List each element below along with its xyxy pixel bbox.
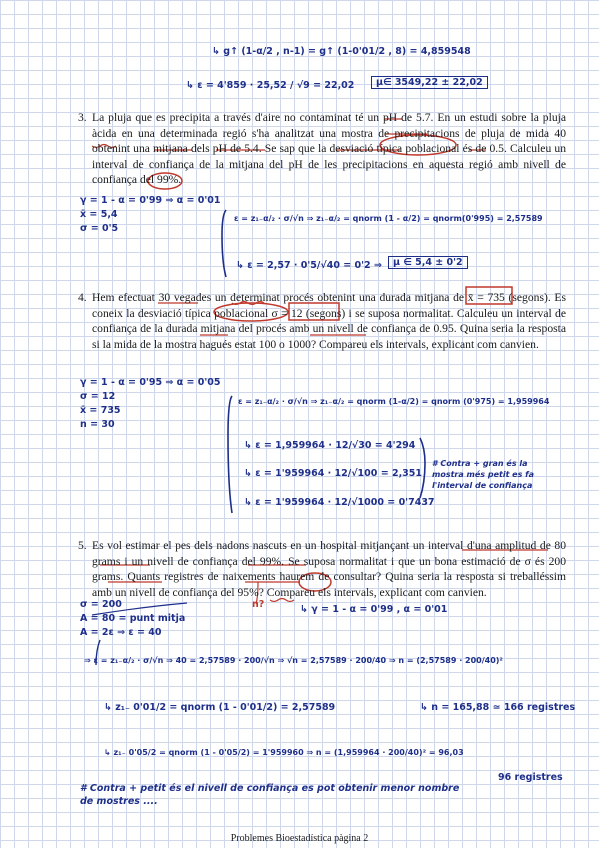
solution-5-equation-3: ↳ n = 165,88 ≃ 166 registres: [420, 702, 576, 713]
solution-4-epsilon-100: ↳ ε = 1'959964 · 12/√100 = 2,351: [244, 468, 423, 479]
solution-5-equation-4: ↳ z₁₋ 0'05/2 = qnorm (1 - 0'05/2) = 1'959960 ⇒ n = (1,959964 · 200/40)² = 96,03: [104, 748, 464, 757]
problem-number: 3.: [78, 111, 87, 124]
problem-text: Hem efectuat 30 vegades un determinat procés obtenint una durada mitjana de x̄ = 735 (segons). Es coneix la desviació típica poblacional σ = 12 (segons) i se suposa normalitat. Calculeu un interval de confiança de la durada mitjana del procés amb un nivell de confiança de 0.95. Quina seria la resposta si la mida de la mostra hagués estat 100 o 1000? Compareu els intervals, explicant com canvien.: [92, 291, 566, 351]
solution-3-epsilon: ↳ ε = 2,57 · 0'5/√40 = 0'2 ⇒: [236, 260, 382, 271]
prev-solution-line-2: ↳ ε = 4'859 · 25,52 / √9 = 22,02: [186, 80, 355, 91]
given-line: x̄ = 5,4: [80, 209, 118, 220]
solution-4-formula: ε = z₁₋α/₂ · σ/√n ⇒ z₁₋α/₂ = qnorm (1-α/2) = qnorm (0'975) = 1,959964: [238, 397, 550, 406]
given-line: A = 2ε ⇒ ε = 40: [80, 627, 162, 638]
solution-5-n-mark: n?: [252, 599, 265, 610]
problem-number: 4.: [78, 291, 87, 304]
page-footer: Problemes Bioestadística pàgina 2: [230, 833, 369, 844]
solution-5-note: # Contra + petit és el nivell de confiança es pot obtenir menor nombre de mostres ....: [80, 783, 460, 807]
solution-5-givens: [80, 598, 185, 640]
given-line: A = 80 = punt mitja: [80, 613, 186, 624]
solution-5-equation-5: 96 registres: [498, 772, 563, 783]
given-line: γ = 1 - α = 0'99 ⇒ α = 0'01: [80, 195, 221, 206]
solution-4-note: # Contra + gran és la mostra més petit es fa l'interval de confiança: [432, 459, 535, 490]
problem-4: [78, 290, 566, 352]
solution-3-givens: [80, 194, 220, 236]
solution-5-equation-2: ↳ z₁₋ 0'01/2 = qnorm (1 - 0'01/2) = 2,57589: [104, 702, 336, 713]
given-line: σ = 0'5: [80, 223, 119, 234]
prev-solution-line-1: ↳ g↑ (1-α/2 , n-1) = g↑ (1-0'01/2 , 8) = 4,859548: [212, 46, 471, 57]
problem-number: 5.: [78, 539, 87, 552]
problem-3: [78, 110, 566, 188]
solution-3-formula: ε = z₁₋α/₂ · σ/√n ⇒ z₁₋α/₂ = qnorm (1 - α/2) = qnorm(0'995) = 2,57589: [234, 214, 543, 223]
solution-4-epsilon-1000: ↳ ε = 1'959964 · 12/√1000 = 0'7437: [244, 497, 435, 508]
problem-text: La pluja que es precipita a través d'aire no contaminat té un pH de 5.7. En un estudi sobre la pluja àcida en una determinada regió s'ha analitzat una mostra de precipitacions de pluja de mida 40 obtenint una mitjana dels pH de 5.4. Se sap que la desviació típica poblacional és de 0.5. Calculeu un interval de confiança de la mitjana del pH de les precipitacions en aquesta regió amb nivell de confiança del 99%.: [92, 111, 566, 187]
solution-4-epsilon-30: ↳ ε = 1,959964 · 12/√30 = 4'294: [244, 440, 416, 451]
solution-5-gamma: ↳ γ = 1 - α = 0'99 , α = 0'01: [300, 604, 448, 615]
problem-5: [78, 538, 566, 600]
given-line: x̄ = 735: [80, 405, 121, 416]
given-line: γ = 1 - α = 0'95 ⇒ α = 0'05: [80, 377, 221, 388]
given-line: σ = 12: [80, 391, 116, 402]
solution-3-result: μ ∈ 5,4 ± 0'2: [388, 256, 468, 269]
problem-text: Es vol estimar el pes dels nadons nascuts en un hospital mitjançant un interval d'una amplitud de 80 grams i un nivell de confiança del 99%. Se suposa normalitat i que un bona estimació de σ és 200 grams. Quants registres de naixements haurem de consultar? Quina seria la resposta si treballéssim amb un nivell de confiança del 95%? Compareu els intervals, explicant com canvien.: [92, 539, 566, 599]
given-line: n = 30: [80, 419, 115, 430]
prev-solution-result: μ∈ 3549,22 ± 22,02: [371, 76, 488, 89]
solution-5-equation-1: ⇒ ε = z₁₋α/₂ · σ/√n ⇒ 40 = 2,57589 · 200/√n ⇒ √n = 2,57589 · 200/40 ⇒ n = (2,57589 · 200/40)²: [84, 656, 503, 665]
solution-4-givens: [80, 376, 220, 432]
given-line: σ = 200: [80, 599, 122, 610]
